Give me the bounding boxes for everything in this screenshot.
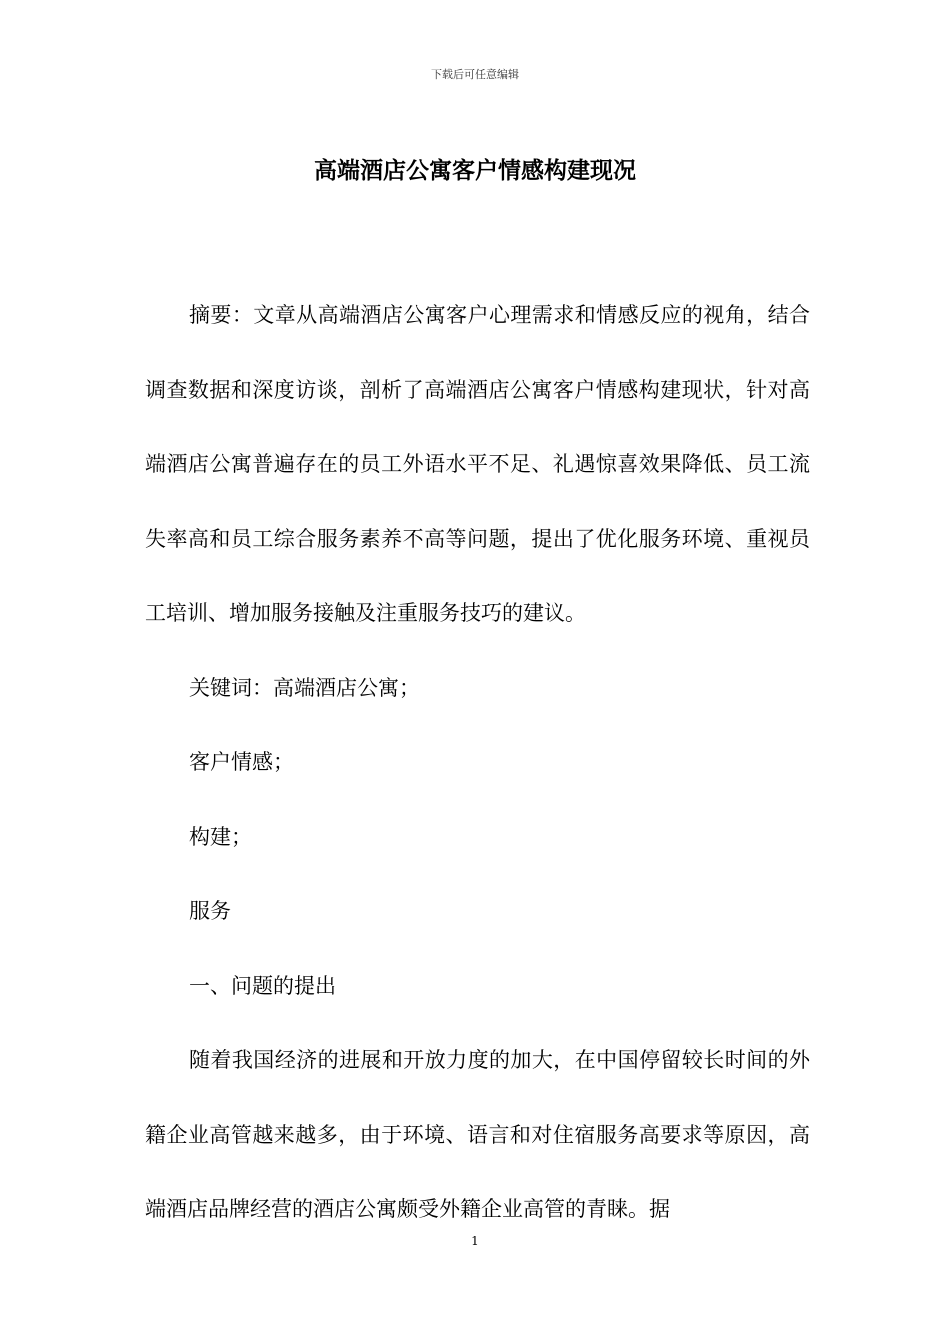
header-note: 下载后可任意编辑 (431, 68, 519, 81)
body-paragraph: 随着我国经济的进展和开放力度的加大，在中国停留较长时间的外籍企业高管越来越多，由于环境、语言和对住宿服务高要求等原因，高端酒店品牌经营的酒店公寓颇受外籍企业高管的青睐。据 (145, 1048, 810, 1221)
document-body (145, 278, 810, 1247)
document-title: 高端酒店公寓客户情感构建现况 (314, 157, 636, 184)
keyword-item: 客户情感； (189, 750, 294, 774)
keyword-item: 构建； (189, 824, 252, 849)
section-heading: 一、问题的提出 (189, 973, 336, 998)
keyword-item: 服务 (189, 899, 231, 923)
page-number: 1 (471, 1234, 479, 1248)
keywords-line: 关键词：高端酒店公寓； (189, 675, 420, 700)
abstract-paragraph: 摘要：文章从高端酒店公寓客户心理需求和情感反应的视角，结合调查数据和深度访谈，剖析了高端酒店公寓客户情感构建现状，针对高端酒店公寓普遍存在的员工外语水平不足、礼遇惊喜效果降低、员工流失率高和员工综合服务素养不高等问题，提出了优化服务环境、重视员工培训、增加服务接触及注重服务技巧的建议。 (145, 303, 810, 625)
